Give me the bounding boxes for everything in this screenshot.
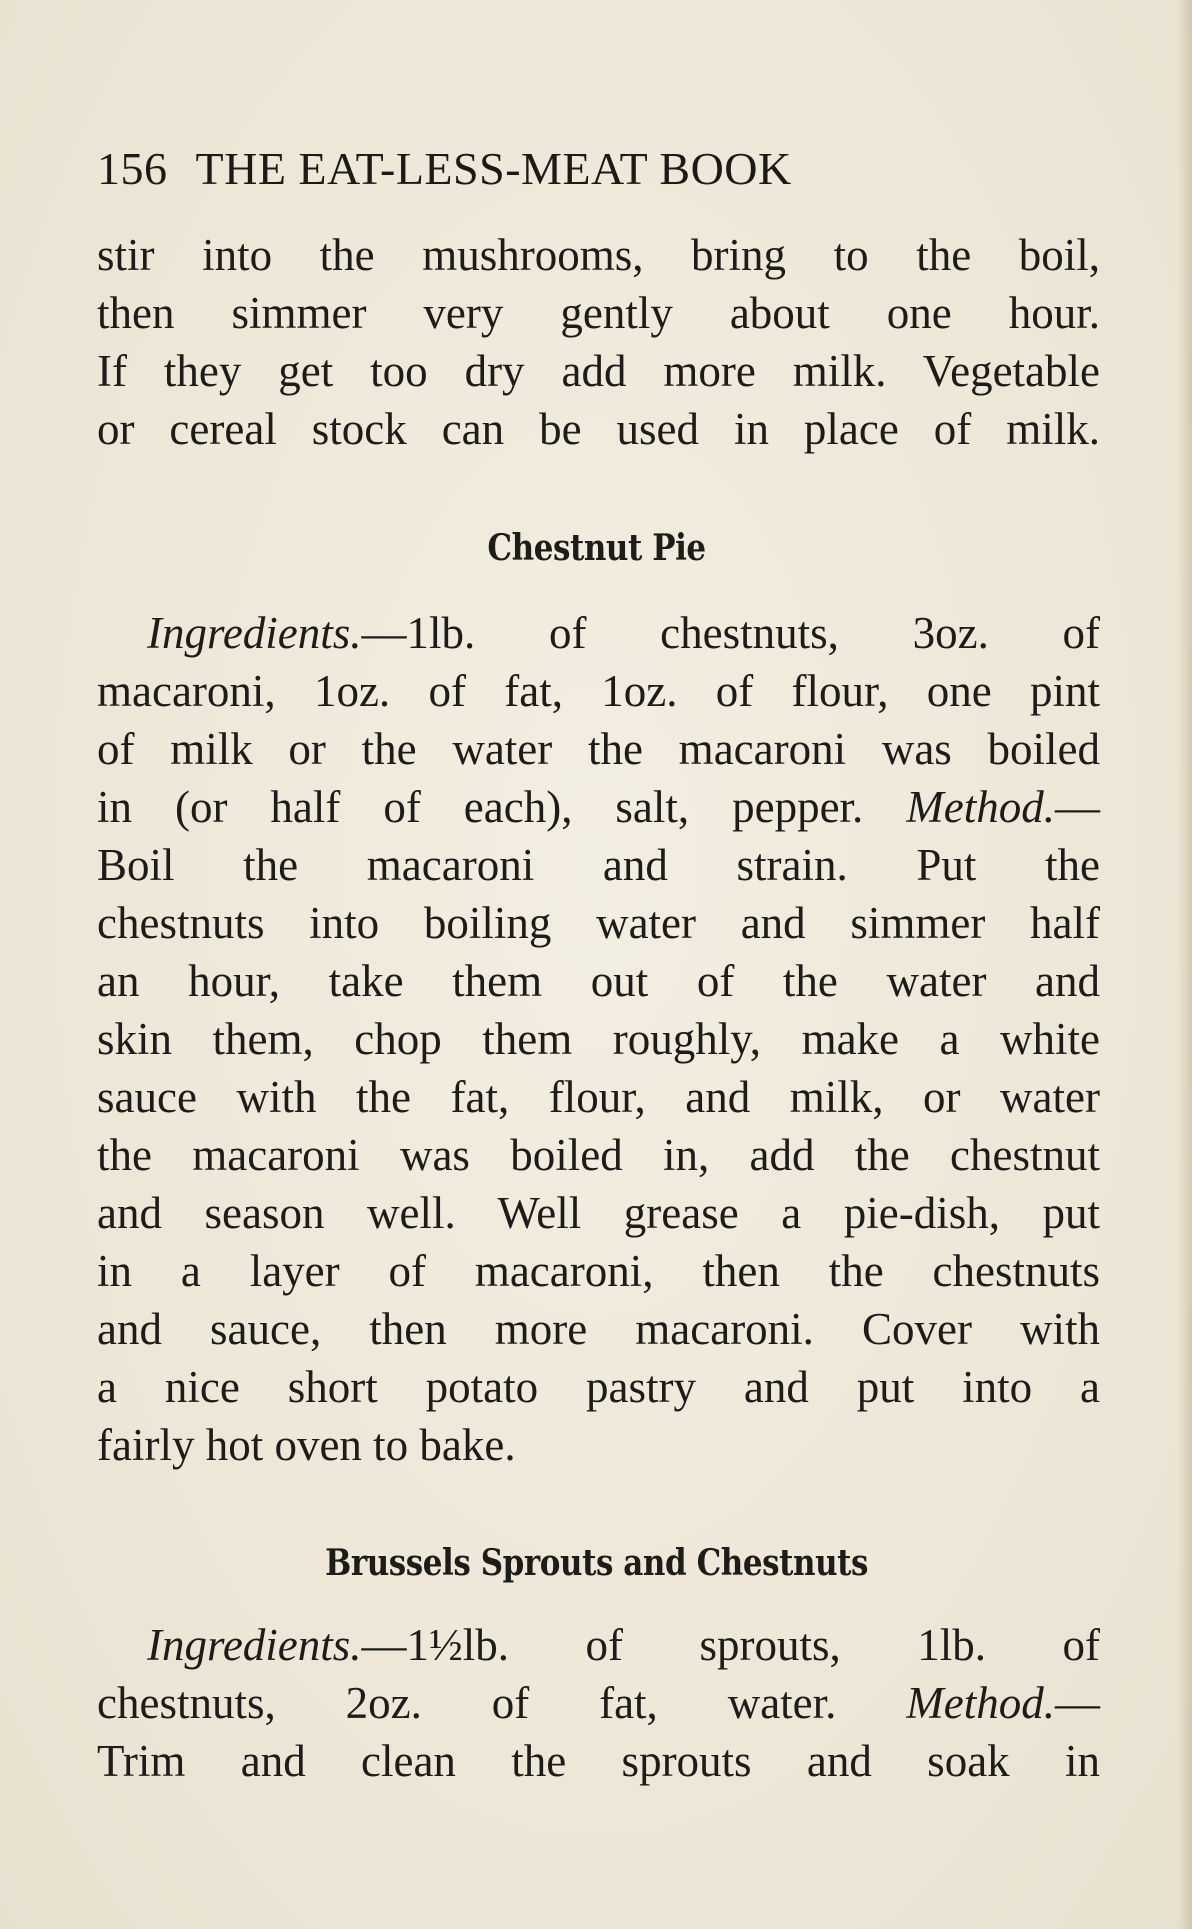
paragraph-line: and season well. Well grease a pie-dish, put xyxy=(97,1188,1100,1238)
paragraph-line: macaroni, 1oz. of fat, 1oz. of flour, one pint xyxy=(97,666,1100,716)
paragraph-line: of milk or the water the macaroni was boiled xyxy=(97,724,1100,774)
page-edge-shadow xyxy=(1178,0,1192,1929)
paragraph-line: or cereal stock can be used in place of milk. xyxy=(97,404,1100,454)
ingredients-line xyxy=(97,604,1100,662)
running-head xyxy=(97,142,1097,195)
method-line xyxy=(97,778,1100,836)
paragraph-line: fairly hot oven to bake. xyxy=(97,1420,516,1470)
method-label: Method. xyxy=(906,1678,1056,1728)
page-number: 156 xyxy=(97,143,168,194)
paragraph-line: in a layer of macaroni, then the chestnuts xyxy=(97,1246,1100,1296)
recipe-body-brussels-sprouts xyxy=(97,1616,1100,1790)
paragraph-line: Trim and clean the sprouts and soak in xyxy=(97,1736,1100,1786)
ingredients-line xyxy=(97,1616,1100,1674)
paragraph-line: the macaroni was boiled in, add the chestnut xyxy=(97,1130,1100,1180)
ingredients-label: Ingredients. xyxy=(147,608,362,658)
paragraph-line: chestnuts into boiling water and simmer half xyxy=(97,898,1100,948)
book-title: THE EAT-LESS-MEAT BOOK xyxy=(195,143,792,194)
paragraph-line: a nice short potato pastry and put into a xyxy=(97,1362,1100,1412)
ingredients-text: —1½lb. of sprouts, 1lb. of xyxy=(361,1620,1100,1670)
dash: — xyxy=(1055,782,1100,832)
dash: — xyxy=(1055,1678,1101,1728)
ingredients-label: Ingredients. xyxy=(147,1620,362,1670)
paragraph-line: then simmer very gently about one hour. xyxy=(97,288,1100,338)
paragraph-line: and sauce, then more macaroni. Cover with xyxy=(97,1304,1100,1354)
paragraph-text: in (or half of each), salt, pepper. xyxy=(97,782,864,832)
paragraph-line: sauce with the fat, flour, and milk, or water xyxy=(97,1072,1100,1122)
recipe-body-chestnut-pie xyxy=(97,604,1100,1474)
method-label: Method. xyxy=(906,782,1055,832)
paragraph-line: skin them, chop them roughly, make a white xyxy=(97,1014,1100,1064)
method-line xyxy=(97,1674,1100,1732)
continued-paragraph xyxy=(97,226,1100,458)
paragraph-line: If they get too dry add more milk. Vegetable xyxy=(97,346,1100,396)
recipe-heading-brussels-sprouts: Brussels Sprouts and Chestnuts xyxy=(325,1542,869,1584)
paragraph-line: an hour, take them out of the water and xyxy=(97,956,1100,1006)
paragraph-line: Boil the macaroni and strain. Put the xyxy=(97,840,1100,890)
paragraph-text: chestnuts, 2oz. of fat, water. xyxy=(97,1678,837,1728)
recipe-heading-chestnut-pie: Chestnut Pie xyxy=(487,527,706,569)
paragraph-line: stir into the mushrooms, bring to the boil, xyxy=(97,230,1100,280)
ingredients-text: —1lb. of chestnuts, 3oz. of xyxy=(361,608,1100,658)
